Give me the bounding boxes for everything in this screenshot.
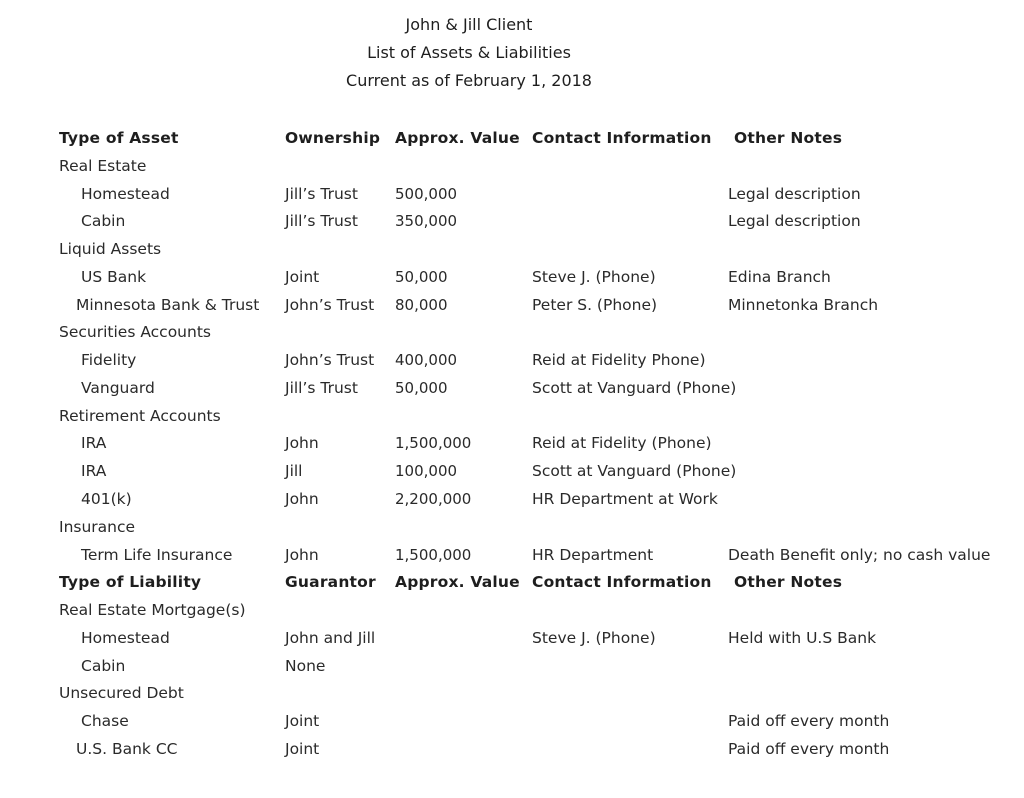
table-row <box>0 376 1024 400</box>
header-type-of-asset: Type of Asset <box>59 129 179 147</box>
asset-name: Minnesota Bank & Trust <box>76 296 260 314</box>
asset-name: Cabin <box>81 212 126 230</box>
category-row <box>0 404 1024 428</box>
table-row <box>0 265 1024 289</box>
asset-owner: Jill’s Trust <box>285 212 358 230</box>
liability-notes: Paid off every month <box>728 740 890 758</box>
table-row <box>0 487 1024 511</box>
asset-value: 400,000 <box>395 351 458 369</box>
category-label: Unsecured Debt <box>59 684 184 702</box>
header-guarantor: Guarantor <box>285 573 376 591</box>
asset-value: 50,000 <box>395 379 448 397</box>
asset-notes: Edina Branch <box>728 268 831 286</box>
asset-name: Homestead <box>81 185 170 203</box>
table-row <box>0 737 1024 761</box>
liability-notes: Paid off every month <box>728 712 890 730</box>
table-row <box>0 182 1024 206</box>
category-row <box>0 681 1024 705</box>
asset-value: 50,000 <box>395 268 448 286</box>
liability-name: U.S. Bank CC <box>76 740 178 758</box>
liability-guarantor: None <box>285 657 326 675</box>
liability-notes: Held with U.S Bank <box>728 629 877 647</box>
category-row <box>0 598 1024 622</box>
header-ownership: Ownership <box>285 129 381 147</box>
asset-value: 500,000 <box>395 185 458 203</box>
asset-owner: John <box>285 434 319 452</box>
category-row <box>0 154 1024 178</box>
table-row <box>0 626 1024 650</box>
category-label: Retirement Accounts <box>59 407 221 425</box>
asset-contact: Steve J. (Phone) <box>532 268 656 286</box>
table-row <box>0 459 1024 483</box>
table-row <box>0 348 1024 372</box>
asset-value: 1,500,000 <box>395 546 472 564</box>
asset-name: IRA <box>81 462 107 480</box>
asset-name: US Bank <box>81 268 147 286</box>
asset-contact: Reid at Fidelity (Phone) <box>532 434 712 452</box>
header-contact-information: Contact Information <box>532 129 712 147</box>
category-label: Securities Accounts <box>59 323 211 341</box>
table-row <box>0 431 1024 455</box>
category-label: Real Estate <box>59 157 147 175</box>
asset-name: Vanguard <box>81 379 155 397</box>
category-row <box>0 320 1024 344</box>
header-other-notes: Other Notes <box>734 129 843 147</box>
asset-name: IRA <box>81 434 107 452</box>
category-row <box>0 515 1024 539</box>
category-label: Liquid Assets <box>59 240 162 258</box>
asset-owner: Jill <box>285 462 303 480</box>
liability-guarantor: Joint <box>285 740 320 758</box>
asset-owner: Joint <box>285 268 320 286</box>
category-label: Insurance <box>59 518 136 536</box>
title-list: List of Assets & Liabilities <box>367 43 571 62</box>
asset-notes: Minnetonka Branch <box>728 296 879 314</box>
liabilities-header-row <box>0 570 1024 594</box>
table-row <box>0 293 1024 317</box>
asset-owner: John <box>285 490 319 508</box>
liability-guarantor: Joint <box>285 712 320 730</box>
header-type-of-liability: Type of Liability <box>59 573 202 591</box>
asset-value: 2,200,000 <box>395 490 472 508</box>
asset-value: 1,500,000 <box>395 434 472 452</box>
asset-contact: Scott at Vanguard (Phone) <box>532 379 737 397</box>
asset-value: 350,000 <box>395 212 458 230</box>
liability-contact: Steve J. (Phone) <box>532 629 656 647</box>
table-row <box>0 709 1024 733</box>
asset-owner: John <box>285 546 319 564</box>
asset-name: Fidelity <box>81 351 137 369</box>
category-label: Real Estate Mortgage(s) <box>59 601 246 619</box>
asset-notes: Legal description <box>728 185 861 203</box>
liability-guarantor: John and Jill <box>285 629 376 647</box>
liability-name: Chase <box>81 712 129 730</box>
asset-contact: Reid at Fidelity Phone) <box>532 351 706 369</box>
table-row <box>0 209 1024 233</box>
title-date: Current as of February 1, 2018 <box>346 71 592 90</box>
title-client: John & Jill Client <box>405 15 533 34</box>
asset-owner: Jill’s Trust <box>285 185 358 203</box>
asset-contact: Scott at Vanguard (Phone) <box>532 462 737 480</box>
asset-notes: Legal description <box>728 212 861 230</box>
asset-value: 80,000 <box>395 296 448 314</box>
table-row <box>0 654 1024 678</box>
asset-owner: John’s Trust <box>285 351 375 369</box>
header-other-notes: Other Notes <box>734 573 843 591</box>
asset-contact: HR Department <box>532 546 654 564</box>
header-approx-value: Approx. Value <box>395 129 520 147</box>
table-row <box>0 543 1024 567</box>
asset-contact: HR Department at Work <box>532 490 718 508</box>
asset-contact: Peter S. (Phone) <box>532 296 658 314</box>
asset-name: 401(k) <box>81 490 132 508</box>
assets-header-row <box>0 126 1024 150</box>
category-row <box>0 237 1024 261</box>
asset-name: Term Life Insurance <box>81 546 233 564</box>
asset-owner: Jill’s Trust <box>285 379 358 397</box>
liability-name: Homestead <box>81 629 170 647</box>
asset-owner: John’s Trust <box>285 296 375 314</box>
liability-name: Cabin <box>81 657 126 675</box>
header-contact-information: Contact Information <box>532 573 712 591</box>
asset-notes: Death Benefit only; no cash value <box>728 546 991 564</box>
asset-value: 100,000 <box>395 462 458 480</box>
header-approx-value: Approx. Value <box>395 573 520 591</box>
